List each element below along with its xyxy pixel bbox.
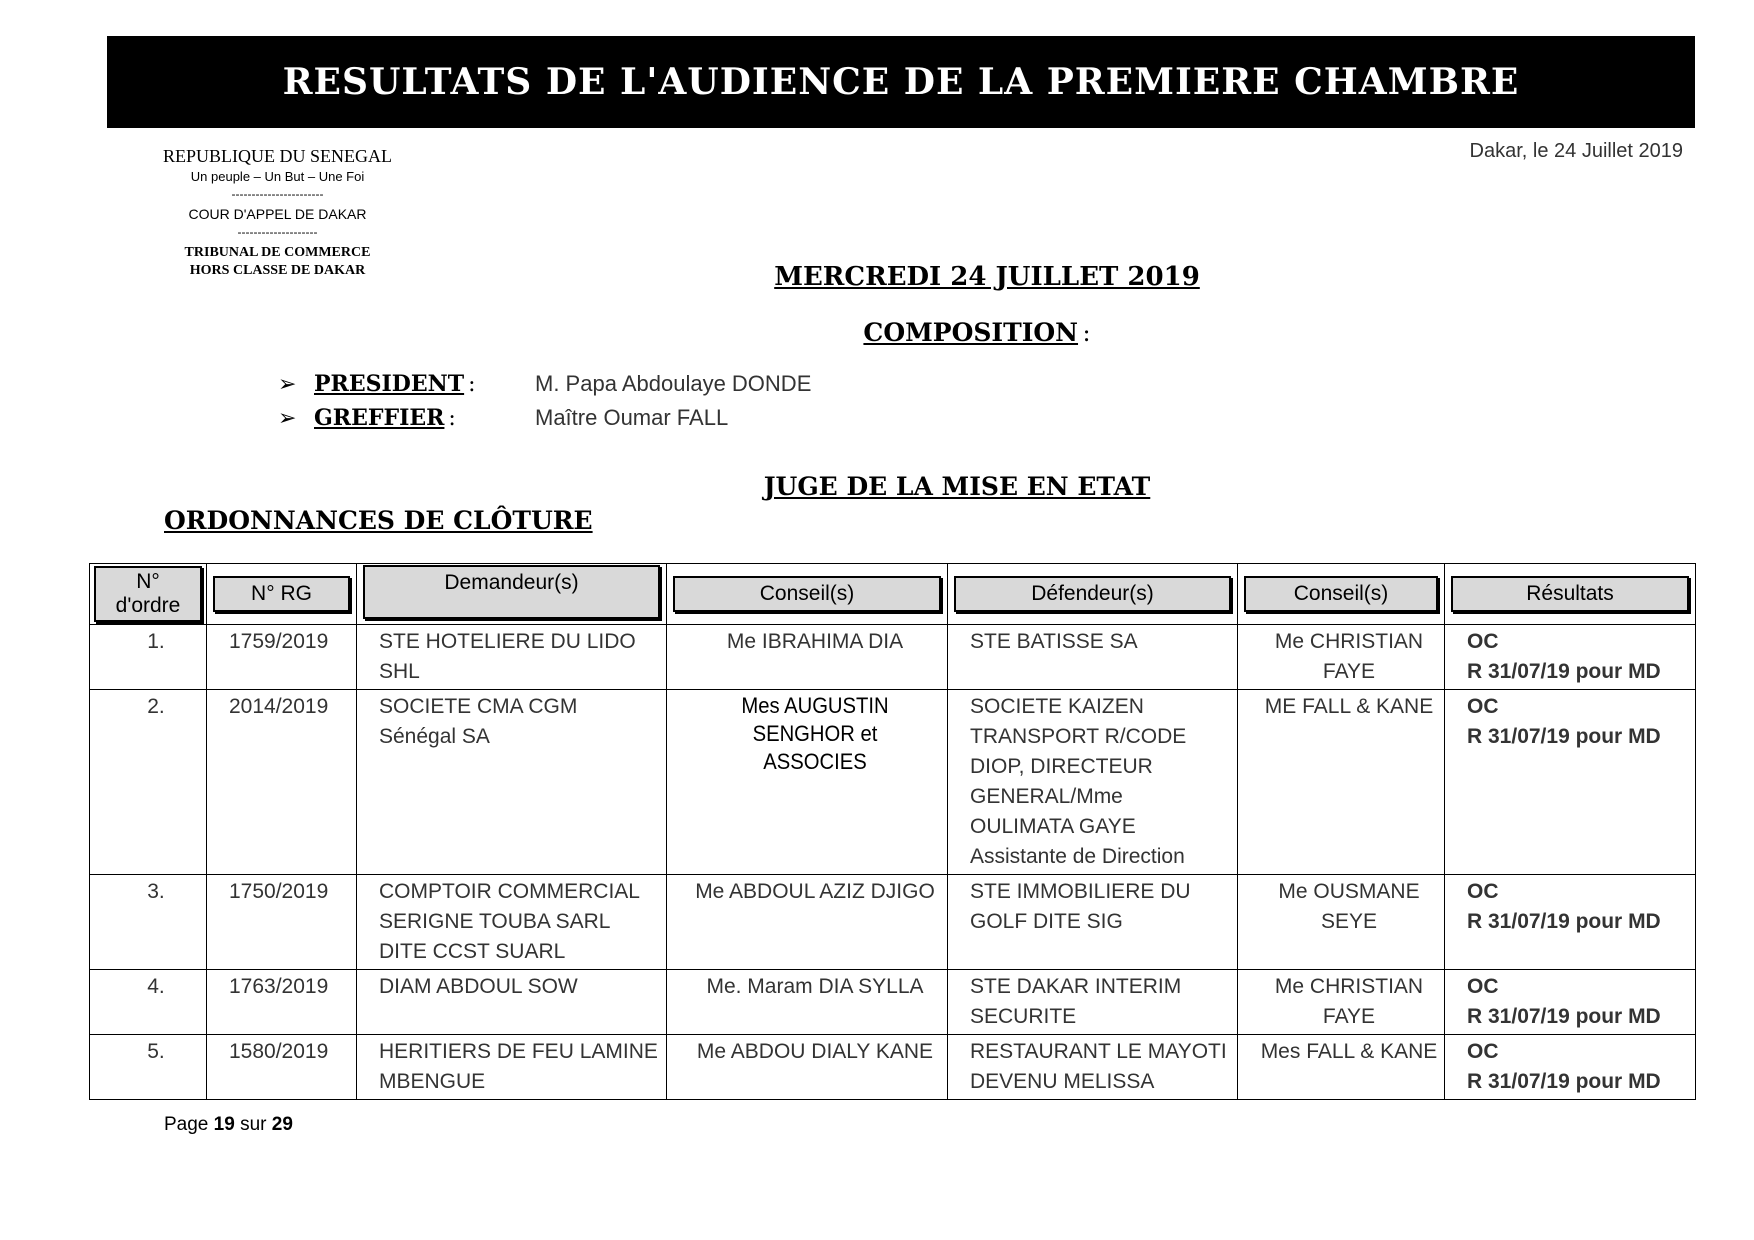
member-president [278, 367, 812, 401]
plaintiff-counsel: Me ABDOU DIALY KANE [667, 1035, 948, 1100]
member-name: Maître Oumar FALL [535, 405, 729, 430]
header-box [94, 566, 202, 622]
separator: ----------------------- [231, 187, 324, 201]
rg-number: 1759/2019 [207, 625, 357, 690]
order-number: 5. [90, 1035, 207, 1100]
table-header-row [90, 564, 1696, 625]
member-role: PRESIDENT [314, 371, 465, 397]
defendant: SOCIETE KAIZEN TRANSPORT R/CODE DIOP, DIRECTEUR GENERAL/Mme OULIMATA GAYE Assistante de Direction [948, 690, 1238, 875]
result [1445, 875, 1696, 970]
court-name: COUR D'APPEL DE DAKAR [188, 206, 367, 222]
result-detail: R 31/07/19 pour MD [1467, 910, 1661, 933]
document-title: RESULTATS DE L'AUDIENCE DE LA PREMIERE CHAMBRE [282, 61, 1520, 103]
result [1445, 1035, 1696, 1100]
header-box: Conseil(s) [1244, 576, 1438, 612]
plaintiff-counsel [667, 690, 948, 875]
member-name: M. Papa Abdoulaye DONDE [535, 371, 812, 396]
plaintiff-counsel: Me ABDOUL AZIZ DJIGO [667, 875, 948, 970]
header-box: Conseil(s) [673, 576, 941, 612]
defendant: STE IMMOBILIERE DU GOLF DITE SIG [948, 875, 1238, 970]
arrow-bullet-icon: ➢ [278, 371, 297, 396]
defendant-counsel: Mes FALL & KANE [1238, 1035, 1445, 1100]
hearing-date-text: MERCREDI 24 JUILLET 2019 [774, 262, 1200, 292]
rg-number: 2014/2019 [207, 690, 357, 875]
rg-number: 1580/2019 [207, 1035, 357, 1100]
header-defendeurs [948, 564, 1238, 625]
composition-title: COMPOSITION [863, 318, 1079, 347]
place-date: Dakar, le 24 Juillet 2019 [1469, 140, 1683, 162]
order-number: 3. [90, 875, 207, 970]
table-row [90, 1035, 1696, 1100]
composition-colon: : [1082, 319, 1091, 347]
header-box: Résultats [1451, 576, 1689, 612]
rg-number: 1763/2019 [207, 970, 357, 1035]
header-text: N° [136, 570, 160, 593]
result [1445, 970, 1696, 1035]
header-demandeurs [357, 564, 667, 625]
plaintiff: STE HOTELIERE DU LIDO SHL [357, 625, 667, 690]
member-role: GREFFIER [314, 405, 445, 431]
plaintiff-counsel: Me. Maram DIA SYLLA [667, 970, 948, 1035]
header-box: N° RG [213, 576, 350, 612]
plaintiff: DIAM ABDOUL SOW [357, 970, 667, 1035]
page-footer [164, 1114, 293, 1136]
result-detail: R 31/07/19 pour MD [1467, 660, 1661, 683]
motto: Un peuple – Un But – Une Foi [190, 169, 365, 184]
header-ordre [90, 564, 207, 625]
plaintiff: SOCIETE CMA CGM Sénégal SA [357, 690, 667, 875]
header-box: Défendeur(s) [954, 576, 1231, 612]
rg-number: 1750/2019 [207, 875, 357, 970]
table-row [90, 970, 1696, 1035]
header-text: d'ordre [115, 594, 181, 617]
header-conseils-defense [1238, 564, 1445, 625]
composition-heading [0, 318, 1754, 347]
result-code: OC [1467, 975, 1499, 998]
result [1445, 690, 1696, 875]
order-number: 2. [90, 690, 207, 875]
section-title: JUGE DE LA MISE EN ETAT [763, 472, 1151, 501]
defendant: STE BATISSE SA [948, 625, 1238, 690]
result-detail: R 31/07/19 pour MD [1467, 1005, 1661, 1028]
table-row [90, 690, 1696, 875]
separator: -------------------- [237, 225, 318, 239]
header-conseils [667, 564, 948, 625]
table-row [90, 875, 1696, 970]
result-code: OC [1467, 695, 1499, 718]
plaintiff-counsel: Me IBRAHIMA DIA [667, 625, 948, 690]
member-colon: : [448, 405, 456, 431]
table-row [90, 625, 1696, 690]
section-heading [0, 472, 1754, 501]
tribunal-line: TRIBUNAL DE COMMERCE [184, 245, 371, 260]
member-greffier [278, 401, 729, 435]
defendant-counsel: Me OUSMANE SEYE [1238, 875, 1445, 970]
page-number: 19 [213, 1114, 235, 1135]
tribunal-line: HORS CLASSE DE DAKAR [189, 263, 366, 278]
defendant-counsel: Me CHRISTIAN FAYE [1238, 625, 1445, 690]
page-of-label: sur [240, 1114, 267, 1135]
result-code: OC [1467, 1040, 1499, 1063]
header-box: Demandeur(s) [363, 565, 660, 619]
order-number: 4. [90, 970, 207, 1035]
page-total: 29 [271, 1114, 293, 1135]
member-colon: : [468, 371, 476, 397]
order-number: 1. [90, 625, 207, 690]
plaintiff: COMPTOIR COMMERCIAL SERIGNE TOUBA SARL DITE CCST SUARL [357, 875, 667, 970]
plaintiff: HERITIERS DE FEU LAMINE MBENGUE [357, 1035, 667, 1100]
header-resultats [1445, 564, 1696, 625]
result-code: OC [1467, 880, 1499, 903]
subsection-title: ORDONNANCES DE CLÔTURE [164, 506, 593, 535]
result-code: OC [1467, 630, 1499, 653]
arrow-bullet-icon: ➢ [278, 405, 297, 430]
defendant-counsel: ME FALL & KANE [1238, 690, 1445, 875]
defendant: RESTAURANT LE MAYOTI DEVENU MELISSA [948, 1035, 1238, 1100]
organization-block [140, 146, 415, 280]
result [1445, 625, 1696, 690]
hearing-date [0, 262, 1754, 292]
defendant: STE DAKAR INTERIM SECURITE [948, 970, 1238, 1035]
defendant-counsel: Me CHRISTIAN FAYE [1238, 970, 1445, 1035]
result-detail: R 31/07/19 pour MD [1467, 725, 1661, 748]
header-rg [207, 564, 357, 625]
header-banner [107, 36, 1695, 128]
result-detail: R 31/07/19 pour MD [1467, 1070, 1661, 1093]
page-label: Page [164, 1114, 209, 1135]
republic-name: REPUBLIQUE DU SENEGAL [163, 146, 392, 166]
results-table [89, 563, 1696, 1100]
counsel-text: Mes AUGUSTIN SENGHOR et ASSOCIES [741, 693, 889, 774]
